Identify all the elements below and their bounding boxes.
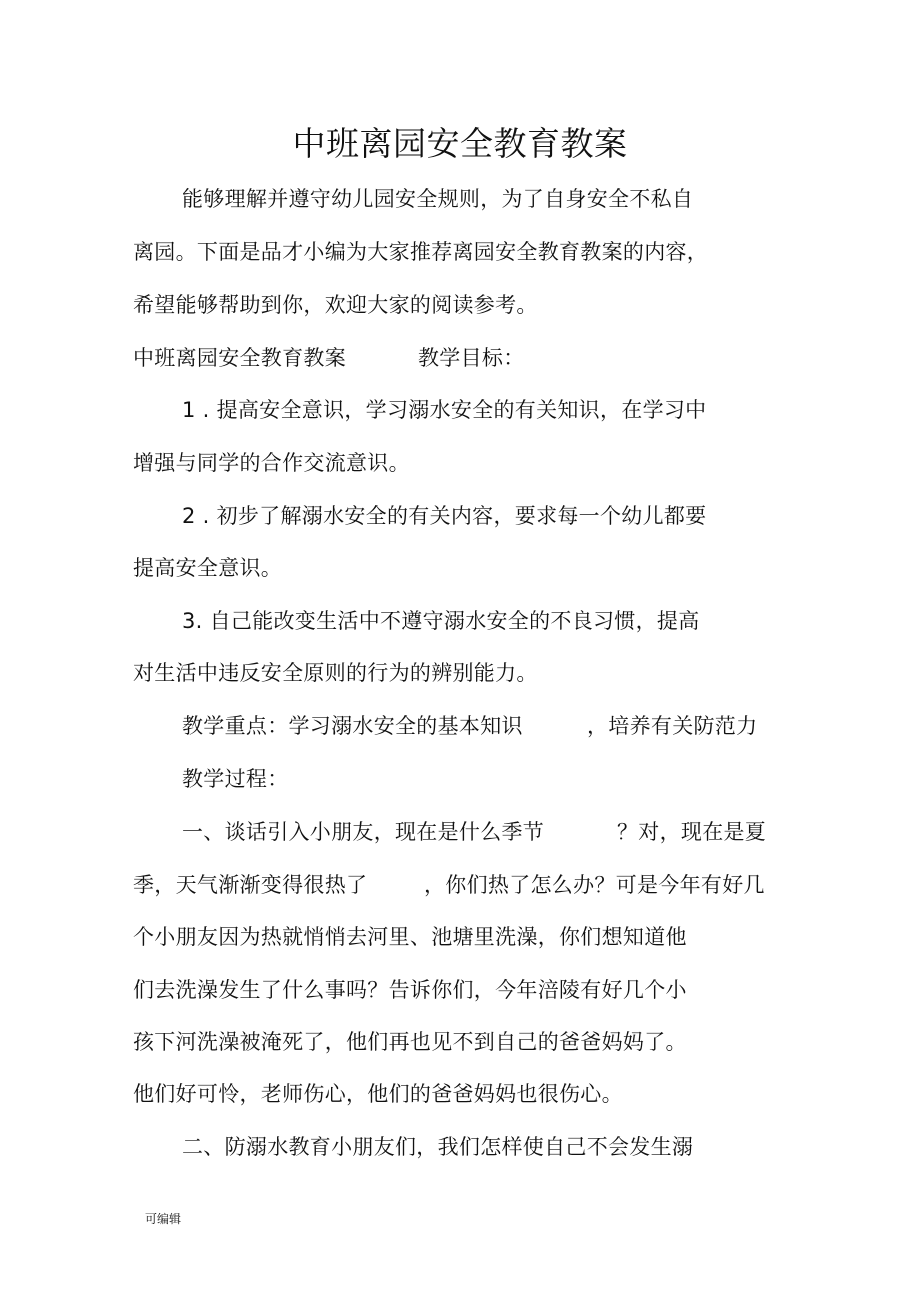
paragraph-line: 他们好可怜，老师伤心，他们的爸爸妈妈也很伤心。 [133, 1082, 623, 1106]
document-title: 中班离园安全教育教案 [292, 124, 628, 163]
section-heading: 中班离园安全教育教案 [133, 346, 346, 370]
paragraph-line: 季，天气渐渐变得很热了 [133, 873, 368, 897]
paragraph-line: ，你们热了怎么办？可是今年有好几 [424, 873, 765, 897]
paragraph-line: ？对，现在是夏 [617, 820, 767, 844]
paragraph-line: 3. 自己能改变生活中不遵守溺水安全的不良习惯，提高 [182, 609, 700, 633]
paragraph-line: 们去洗澡发生了什么事吗？告诉你们，今年涪陵有好几个小 [133, 978, 687, 1002]
section-heading: 教学目标： [418, 346, 525, 370]
paragraph-line: 一、谈话引入小朋友，现在是什么季节 [182, 820, 545, 844]
paragraph-line: 希望能够帮助到你，欢迎大家的阅读参考。 [133, 293, 538, 317]
paragraph-line: ，培养有关防范力 [587, 714, 758, 738]
paragraph-line: 个小朋友因为热就悄悄去河里、池塘里洗澡，你们想知道他 [133, 925, 687, 949]
paragraph-line: 增强与同学的合作交流意识。 [133, 451, 410, 475]
paragraph-line: 对生活中违反安全原则的行为的辨别能力。 [133, 661, 538, 685]
footer-label: 可编辑 [145, 1212, 182, 1226]
paragraph-line: 离园。下面是品才小编为大家推荐离园安全教育教案的内容， [133, 240, 709, 264]
paragraph-line: 能够理解并遵守幼儿园安全规则，为了自身安全不私自 [182, 187, 694, 211]
paragraph-line: 教学重点：学习溺水安全的基本知识 [182, 714, 523, 738]
paragraph-line: 2 . 初步了解溺水安全的有关内容，要求每一个幼儿都要 [182, 504, 707, 528]
paragraph-line: 二、防溺水教育小朋友们，我们怎样使自己不会发生溺 [182, 1135, 694, 1159]
paragraph-line: 1 . 提高安全意识，学习溺水安全的有关知识，在学习中 [182, 398, 707, 422]
paragraph-line: 提高安全意识。 [133, 556, 283, 580]
section-heading: 教学过程： [182, 767, 289, 791]
paragraph-line: 孩下河洗澡被淹死了，他们再也见不到自己的爸爸妈妈了。 [133, 1030, 687, 1054]
